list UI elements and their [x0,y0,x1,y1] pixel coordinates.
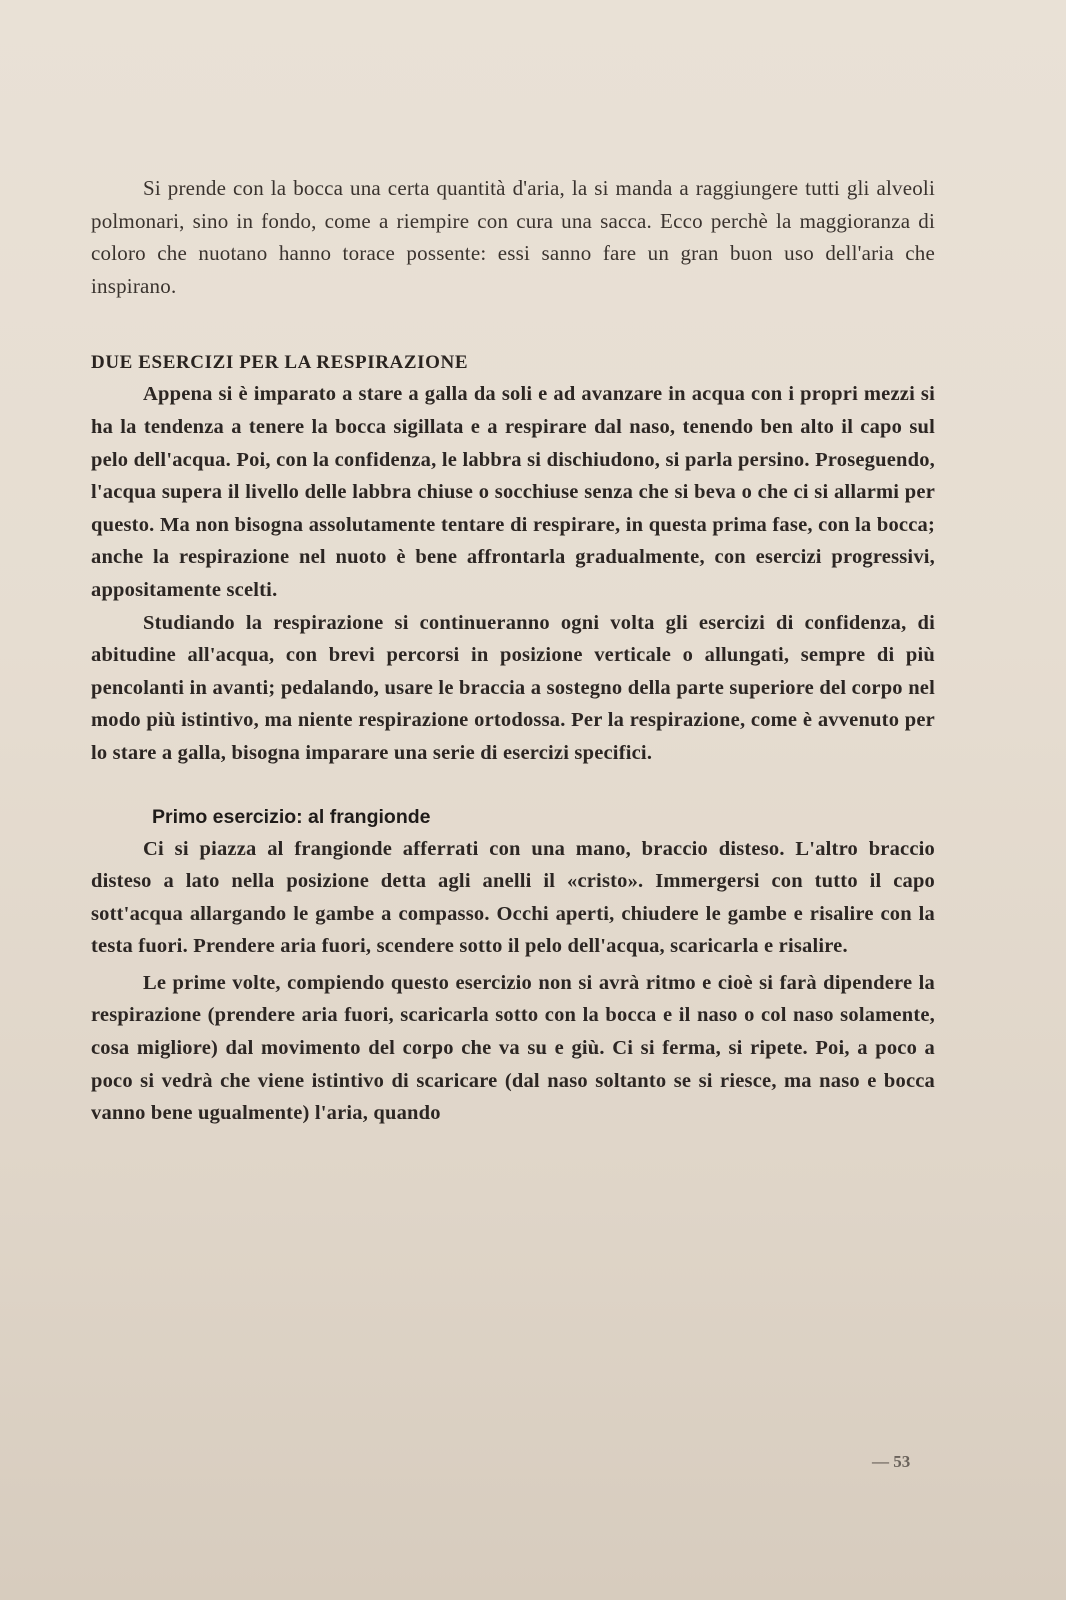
intro-paragraph: Si prende con la bocca una certa quantità d'aria, la si manda a raggiungere tutti gli alveoli polmonari, sino in fondo, come a riempire con cura una sacca. Ecco perchè la maggioranza di coloro che nuotano hanno torace possente: essi sanno fare un gran buon uso dell'aria che inspirano. [91,176,935,298]
page-number: — 53 [872,1452,911,1471]
subsection-paragraph-1: Ci si piazza al frangionde afferrati con una mano, braccio disteso. L'altro braccio disteso a lato nella posizione detta agli anelli il «cristo». Immergersi con tutto il capo sott'acqua allargando le gambe a compasso. Occhi aperti, chiudere le gambe e risalire con la testa fuori. Prendere aria fuori, scendere sotto il pelo dell'acqua, scaricarla e risalire. [91,837,935,958]
subsection-paragraph-2: Le prime volte, compiendo questo esercizio non si avrà ritmo e cioè si farà dipendere la respirazione (prendere aria fuori, scaricarla sotto con la bocca e il naso o col naso solamente, cosa migliore) dal movimento del corpo che va su e giù. Ci si ferma, si ripete. Poi, a poco a poco si vedrà che viene istintivo di scaricare (dal naso soltanto se si riesce, ma naso e bocca vanno bene ugualmente) l'aria, quando [91,971,935,1125]
subsection-heading: Primo esercizio: al frangionde [152,805,431,828]
section-paragraph-1: Appena si è imparato a stare a galla da soli e ad avanzare in acqua con i propri mezzi si ha la tendenza a tenere la bocca sigillata e a respirare dal naso, tenendo ben alto il capo sul pelo dell'acqua. Poi, con la confidenza, le labbra si dischiudono, si parla persino. Proseguendo, l'acqua supera il livello delle labbra chiuse o socchiuse senza che si beva o che ci si allarmi per questo. Ma non bisogna assolutamente tentare di respirare, in questa prima fase, con la bocca; anche la respirazione nel nuoto è bene affrontarla gradualmente, con esercizi progressivi, appositamente scelti. [91,383,935,601]
section-heading: DUE ESERCIZI PER LA RESPIRAZIONE [91,352,469,374]
section-paragraph-2: Studiando la respirazione si continueranno ogni volta gli esercizi di confidenza, di abitudine all'acqua, con brevi percorsi in posizione verticale o allungati, sempre di più pencolanti in avanti; pedalando, usare le braccia a sostegno della parte superiore del corpo nel modo più istintivo, ma niente respirazione ortodossa. Per la respirazione, come è avvenuto per lo stare a galla, bisogna imparare una serie di esercizi specifici. [91,611,935,764]
book-page [91,172,935,1130]
